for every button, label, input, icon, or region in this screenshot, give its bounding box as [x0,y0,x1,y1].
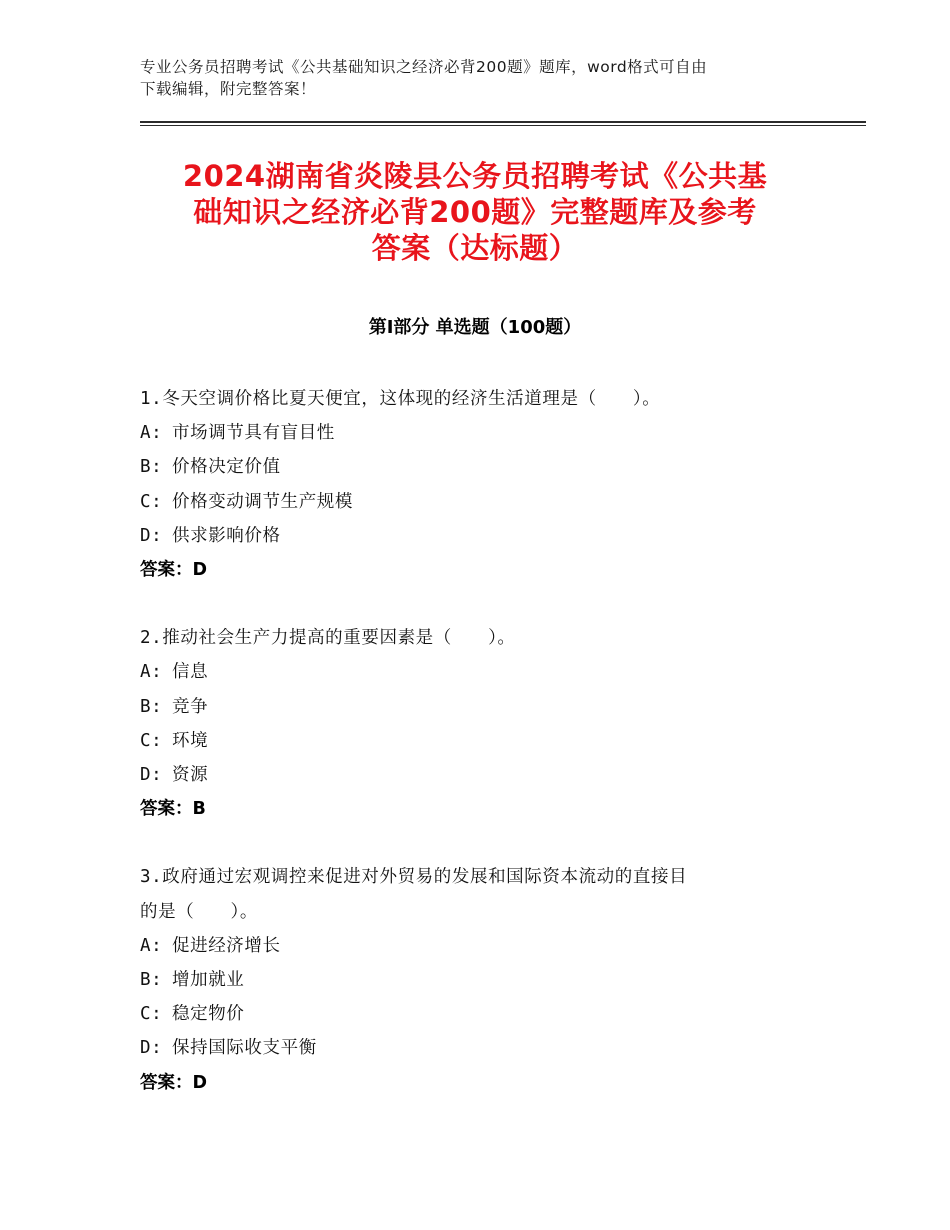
option-a [140,929,820,963]
option-d [140,519,820,553]
section-title: 第Ⅰ部分 单选题（100题） [368,317,582,338]
option-letter: D: [140,1038,163,1059]
option-letter: A: [140,662,163,683]
option-text: 市场调节具有盲目性 [172,423,335,444]
option-text: 增加就业 [172,970,245,991]
question-stem: 2.推动社会生产力提高的重要因素是（ ）。 [140,628,516,649]
option-text: 信息 [172,662,209,683]
header-divider-thin [140,125,866,126]
option-d [140,758,820,792]
question-3 [140,860,820,1099]
option-a [140,416,820,450]
option-letter: A: [140,935,163,956]
answer-label: 答案：D [140,1072,208,1093]
option-c [140,724,820,758]
option-text: 价格变动调节生产规模 [172,491,353,512]
option-text: 价格决定价值 [172,457,281,478]
question-1 [140,382,820,587]
answer-label: 答案：D [140,560,208,581]
header-divider-thick [140,121,866,123]
option-text: 资源 [172,765,209,786]
answer-label: 答案：B [140,799,206,820]
option-letter: B: [140,696,163,717]
option-text: 环境 [172,730,209,751]
option-b [140,690,820,724]
document-title-line-2: 础知识之经济必背200题》完整题库及参考 [193,195,757,229]
document-title-line-1: 2024湖南省炎陵县公务员招聘考试《公共基 [182,159,768,193]
document-title [120,158,830,266]
question-stem: 1.冬天空调价格比夏天便宜，这体现的经济生活道理是（ ）。 [140,389,661,409]
question-spacer [140,587,820,621]
option-d [140,1031,820,1065]
question-stem: 3.政府通过宏观调控来促进对外贸易的发展和国际资本流动的直接目 [140,867,688,888]
question-list [140,382,820,1100]
question-2 [140,621,820,826]
option-text: 供求影响价格 [172,525,281,546]
option-letter: B: [140,457,163,478]
option-text: 保持国际收支平衡 [172,1038,317,1059]
question-spacer [140,826,820,860]
header-note [140,56,820,100]
question-stem-continued: 的是（ ）。 [140,901,258,922]
option-text: 竞争 [172,696,209,717]
option-letter: C: [140,1004,163,1025]
document-title-line-3: 答案（达标题） [371,231,579,265]
option-a [140,655,820,689]
option-letter: C: [140,491,163,512]
option-text: 促进经济增长 [172,935,281,956]
option-b [140,963,820,997]
option-c [140,485,820,519]
option-b [140,450,820,484]
header-note-line-1: 专业公务员招聘考试《公共基础知识之经济必背200题》题库，word格式可自由 [140,58,708,76]
option-text: 稳定物价 [172,1004,245,1025]
option-letter: C: [140,730,163,751]
option-letter: A: [140,423,163,444]
option-letter: D: [140,765,163,786]
option-c [140,997,820,1031]
option-letter: D: [140,525,163,546]
option-letter: B: [140,970,163,991]
header-note-line-2: 下载编辑，附完整答案！ [140,80,317,98]
